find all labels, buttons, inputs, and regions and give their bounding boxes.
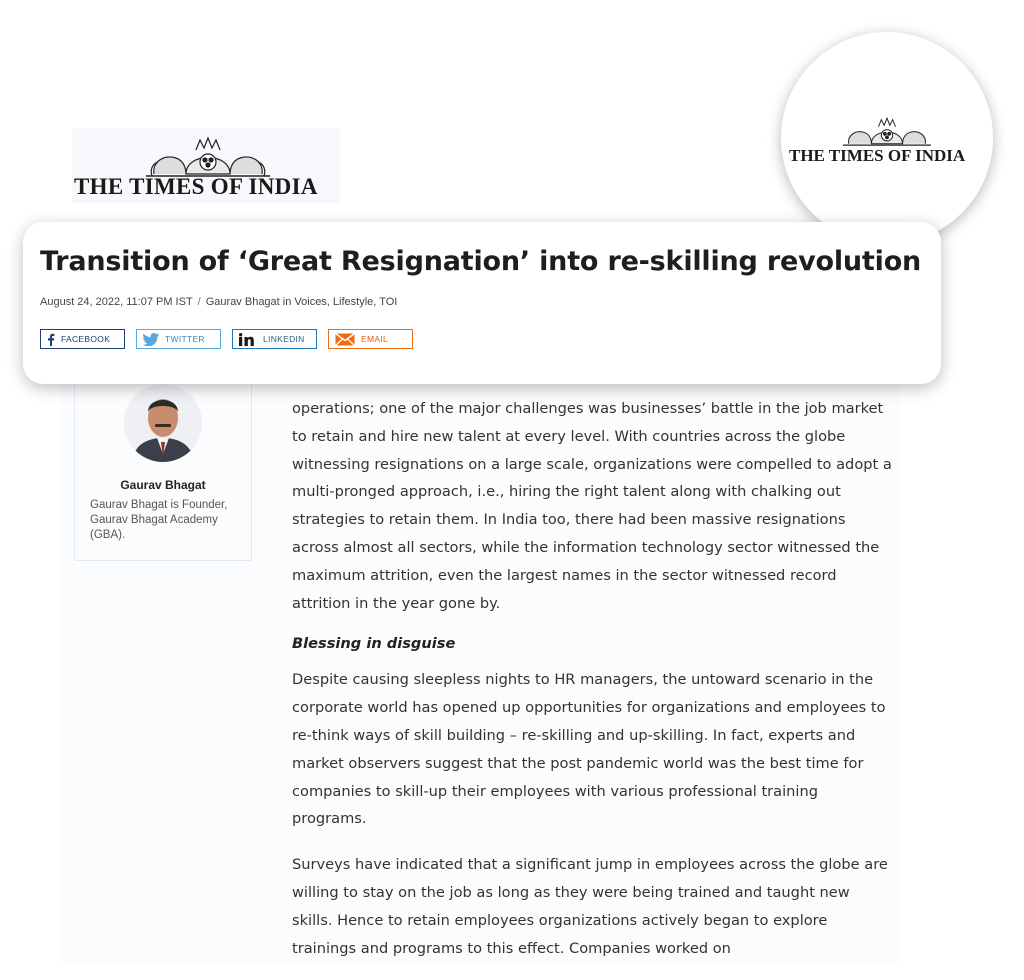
author-avatar[interactable] [124, 384, 202, 462]
logo-text: THE TIMES OF INDIA [74, 174, 318, 199]
author-name[interactable]: Gaurav Bhagat [120, 478, 206, 492]
article-headline: Transition of ‘Great Resignation’ into re-skilling revolution [40, 246, 922, 277]
linkedin-icon [239, 333, 259, 346]
author-card [74, 384, 252, 561]
article-subheading: Blessing in disguise [292, 635, 456, 653]
facebook-icon [47, 333, 55, 346]
publish-date: August 24, 2022, 11:07 PM IST [40, 296, 193, 308]
share-facebook-button[interactable] [40, 329, 125, 349]
author-portrait-icon [124, 384, 202, 462]
byline-separator: / [197, 296, 201, 308]
author-bio: Gaurav Bhagat is Founder, Gaurav Bhagat Academy (GBA). [90, 499, 228, 541]
share-twitter-label: TWITTER [165, 334, 205, 344]
times-emblem-icon [842, 114, 932, 148]
share-facebook-label: FACEBOOK [61, 334, 111, 344]
share-email-label: EMAIL [361, 334, 389, 344]
article-body [292, 395, 892, 980]
author-byline[interactable]: Gaurav Bhagat in Voices, Lifestyle, TOI [205, 296, 398, 308]
share-twitter-button[interactable] [136, 329, 221, 349]
share-linkedin-label: LINKEDIN [263, 334, 305, 344]
headline-card [23, 222, 941, 384]
share-linkedin-button[interactable] [232, 329, 317, 349]
share-email-button[interactable] [328, 329, 413, 349]
times-emblem-icon [146, 132, 270, 180]
article-paragraph: Surveys have indicated that a significant jump in employees across the globe are willing to stay on the job as long as they were being trained and taught new skills. Hence to retain employees organizations actively began to explore trainings and programs to this effect. Companies worked on [292, 856, 888, 957]
article-paragraph: operations; one of the major challenges was businesses’ battle in the job market to retain and hire new talent at every level. With countries across the globe witnessing resignations on a large scale, organizations were compelled to adopt a multi-pronged approach, i.e., hiring the right talent along with chalking out strategies to retain them. In India too, there had been massive resignations across almost all sectors, while the information technology sector witnessed the maximum attrition, even the largest names in the sector witnessed record attrition in the year gone by. [292, 400, 892, 612]
twitter-icon [143, 333, 159, 346]
email-icon [335, 333, 355, 346]
byline [40, 296, 397, 308]
logo-text: THE TIMES OF INDIA [789, 146, 966, 165]
toi-logo [72, 128, 340, 203]
toi-logo-circle [781, 32, 993, 244]
article-paragraph: Despite causing sleepless nights to HR managers, the untoward scenario in the corporate world has opened up opportunities for organizations and employees to re-think ways of skill building – re-skilling and up-skilling. In fact, experts and market observers suggest that the post pandemic world was the best time for companies to skill-up their employees with various professional training programs. [292, 671, 886, 828]
